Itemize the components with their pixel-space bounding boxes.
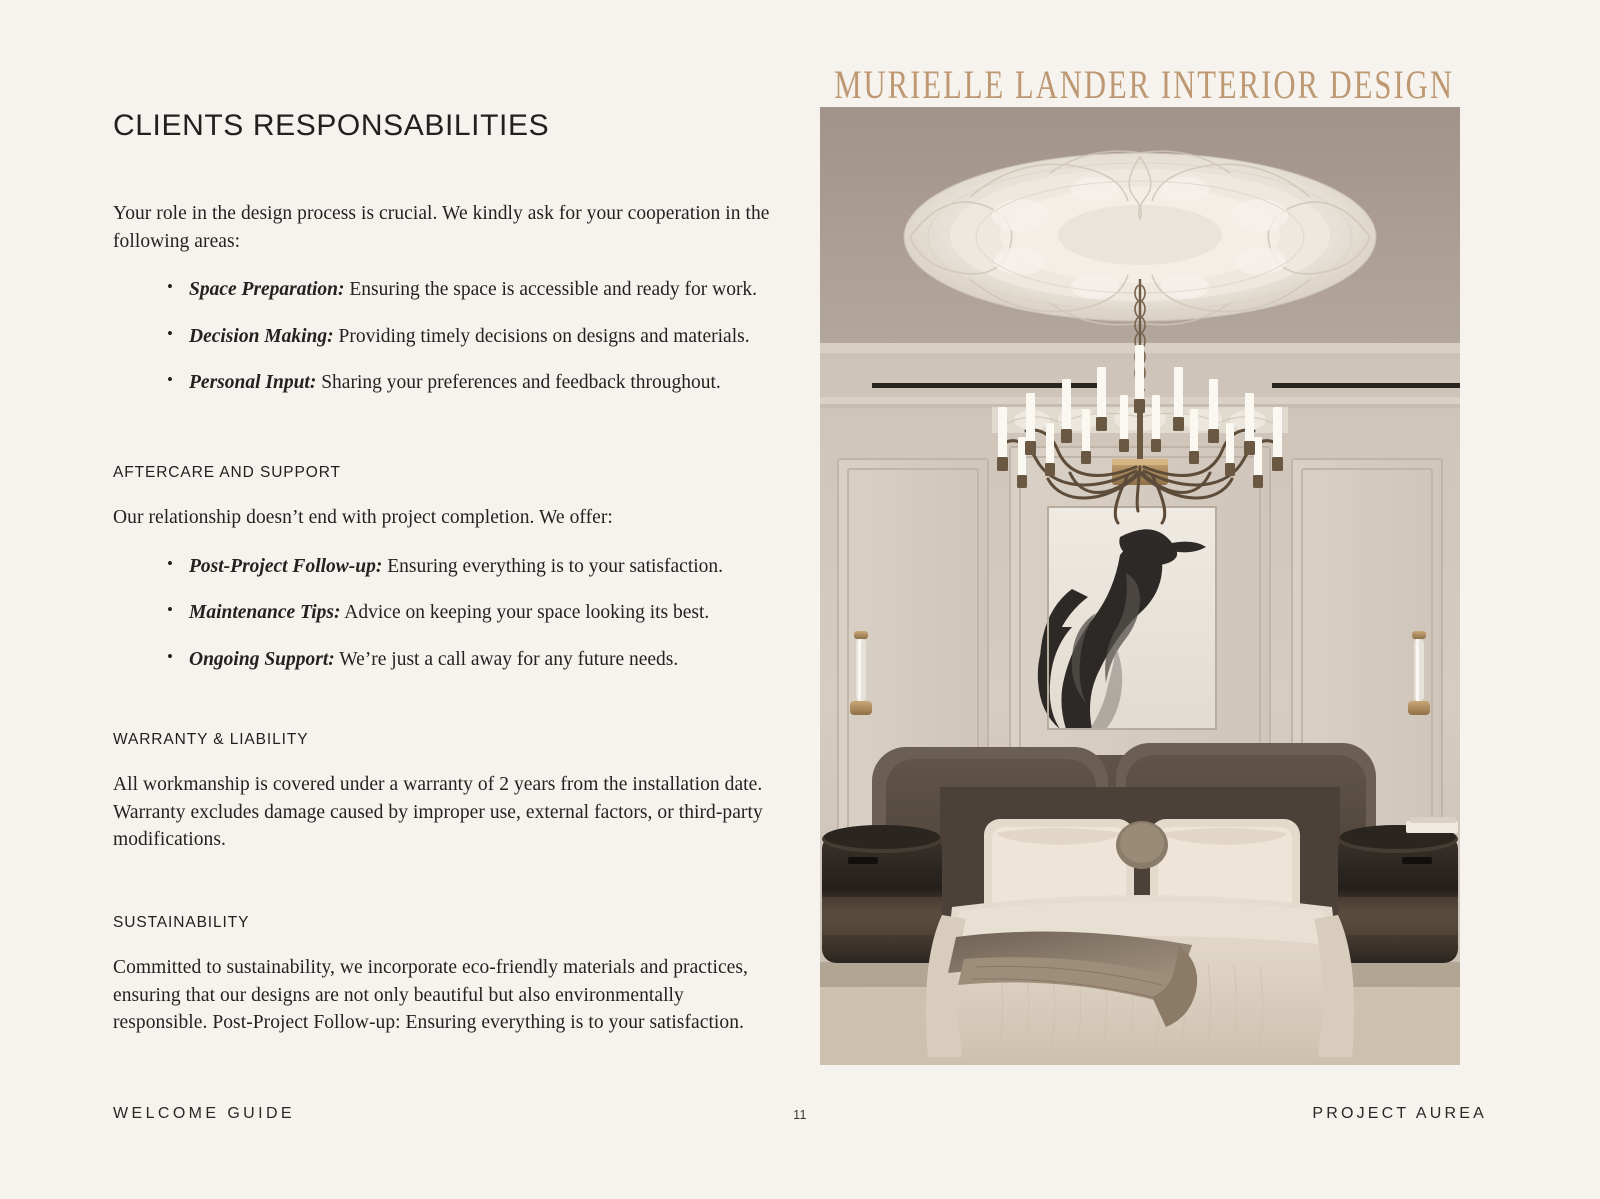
heron-artwork bbox=[1038, 507, 1216, 729]
section-sustainability bbox=[113, 914, 773, 1037]
list-item-text: Providing timely decisions on designs and materials. bbox=[333, 325, 750, 347]
nightstand-right bbox=[1338, 817, 1458, 963]
nightstand-left bbox=[822, 825, 942, 963]
section-paragraph: All workmanship is covered under a warranty of 2 years from the installation date. Warranty excludes damage caused by improper use, external factors, or third-party modifications. bbox=[113, 773, 763, 851]
clients-responsabilities-list bbox=[113, 277, 773, 396]
list-item bbox=[189, 370, 773, 396]
list-item-lead: Maintenance Tips: bbox=[189, 602, 341, 624]
section-heading: SUSTAINABILITY bbox=[113, 914, 250, 931]
list-item bbox=[189, 600, 773, 626]
list-item-lead: Decision Making: bbox=[189, 325, 334, 347]
list-item-lead: Ongoing Support: bbox=[189, 648, 335, 670]
page-title: CLIENTS RESPONSABILITIES bbox=[113, 109, 550, 142]
list-item-text: Ensuring the space is accessible and ready for work. bbox=[344, 279, 758, 301]
list-item-lead: Personal Input: bbox=[189, 372, 317, 393]
cornice-reveal-right bbox=[1272, 383, 1460, 388]
list-item-lead: Space Preparation: bbox=[189, 279, 345, 301]
list-item bbox=[189, 324, 773, 350]
main-content-column bbox=[113, 108, 773, 1037]
intro-paragraph: Your role in the design process is crucial. We kindly ask for your cooperation in the following areas: bbox=[113, 203, 770, 252]
section-warranty-and-liability bbox=[113, 731, 773, 854]
footer-page-number: 11 bbox=[793, 1108, 807, 1122]
list-item bbox=[189, 277, 773, 303]
list-item bbox=[189, 554, 773, 580]
list-item-lead: Post-Project Follow-up: bbox=[189, 556, 383, 577]
section-paragraph: Our relationship doesn’t end with project completion. We offer: bbox=[113, 507, 613, 529]
section-heading: AFTERCARE AND SUPPORT bbox=[113, 464, 341, 482]
aftercare-list bbox=[113, 554, 773, 673]
list-item-text: Sharing your preferences and feedback throughout. bbox=[316, 372, 721, 393]
footer-document-label: WELCOME GUIDE bbox=[113, 1105, 295, 1122]
brand-wordmark: MURIELLE LANDER INTERIOR DESIGN bbox=[834, 62, 1454, 107]
list-item bbox=[189, 647, 773, 673]
footer-project-label: PROJECT AUREA bbox=[1312, 1105, 1487, 1122]
section-paragraph: Committed to sustainability, we incorporate eco-friendly materials and practices, ensuring that our designs are not only beautiful but also environmentally responsible. Post-Project Follow-up: Ensuring everything is to your satisfaction. bbox=[113, 957, 748, 1034]
list-item-text: We’re just a call away for any future needs. bbox=[334, 648, 679, 670]
list-item-text: Advice on keeping your space looking its best. bbox=[340, 602, 710, 624]
bedroom-interior-photo bbox=[820, 107, 1460, 1065]
section-heading: WARRANTY & LIABILITY bbox=[113, 730, 309, 748]
section-aftercare-and-support bbox=[113, 464, 773, 673]
page-footer bbox=[113, 1105, 1487, 1127]
list-item-text: Ensuring everything is to your satisfaction. bbox=[382, 556, 724, 577]
